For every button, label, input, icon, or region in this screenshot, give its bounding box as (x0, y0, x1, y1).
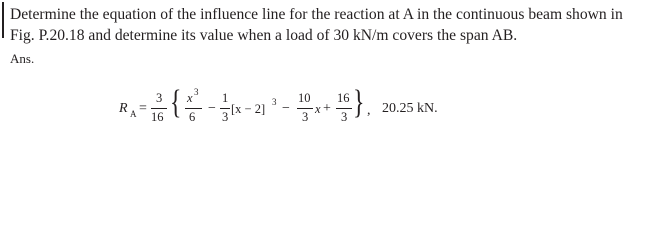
left-brace: { (170, 84, 182, 121)
term1-fraction-bar (185, 108, 202, 109)
term2-fraction-bar (220, 108, 230, 109)
lhs-symbol: R (119, 101, 128, 116)
answer-value: 20.25 kN. (382, 101, 438, 116)
formula-comma: , (367, 103, 371, 118)
term2-denominator: 3 (222, 110, 229, 124)
term1-denominator: 6 (189, 110, 196, 124)
coef-numerator: 3 (156, 91, 163, 105)
term4-numerator: 16 (337, 91, 350, 105)
term4-denominator: 3 (341, 110, 348, 124)
left-margin-rule (2, 2, 4, 38)
problem-line-2: Fig. P.20.18 and determine its value when a load of 30 kN/m covers the span AB. (10, 27, 518, 44)
term3-fraction-bar (297, 108, 313, 109)
plus-sign: + (323, 101, 331, 116)
problem-line-1: Determine the equation of the influence line for the reaction at A in the continuous beam shown in (10, 6, 623, 23)
term2-exponent: 3 (272, 97, 277, 107)
term1-exponent: 3 (194, 87, 199, 97)
coef-denominator: 16 (151, 110, 164, 124)
lhs-subscript: A (130, 109, 137, 119)
coef-fraction-bar (151, 108, 167, 109)
equals-sign: = (139, 101, 147, 116)
term3-denominator: 3 (302, 110, 309, 124)
term1-numerator: x (187, 91, 193, 105)
term3-variable: x (315, 102, 321, 116)
problem-statement (10, 4, 642, 46)
term3-numerator: 10 (298, 91, 311, 105)
minus-sign-2: − (282, 101, 290, 116)
answer-label: Ans. (10, 51, 35, 66)
term4-fraction-bar (336, 108, 352, 109)
minus-sign-1: − (208, 101, 216, 116)
answer-formula (119, 83, 479, 135)
term2-numerator: 1 (222, 91, 229, 105)
right-brace: } (353, 84, 365, 121)
term2-bracket-expression: [x − 2] (231, 102, 266, 116)
